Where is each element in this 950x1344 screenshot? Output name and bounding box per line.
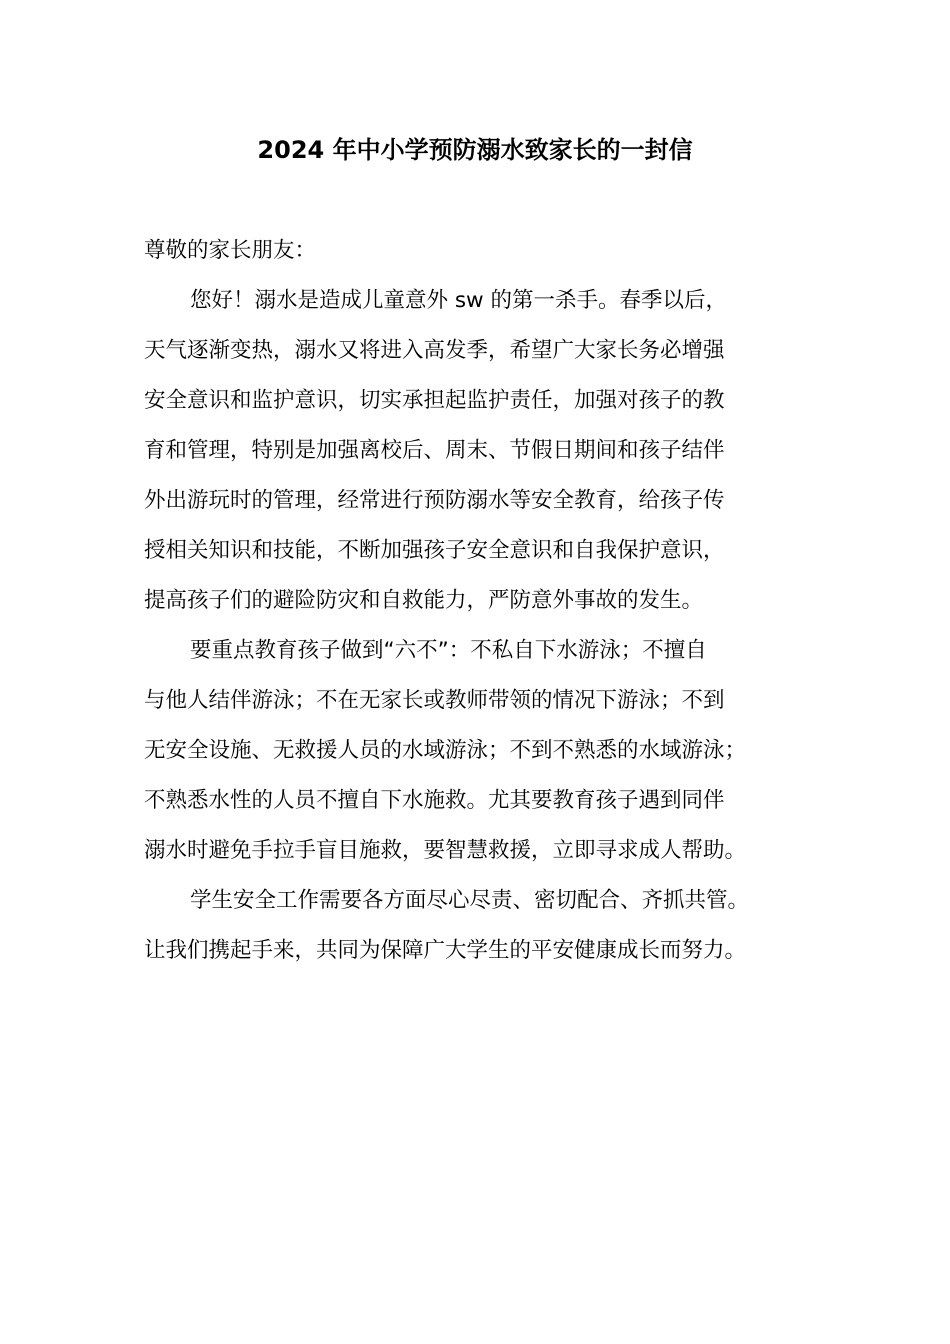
paragraph-1-line-7: 提高孩子们的避险防灾和自救能力，严防意外事故的发生。 — [144, 588, 704, 613]
document-title: 2024 年中小学预防溺水致家长的一封信 — [257, 136, 693, 164]
paragraph-1-line-1: 您好！溺水是造成儿童意外 sw 的第一杀手。春季以后， — [190, 288, 727, 313]
paragraph-1-line-5: 外出游玩时的管理，经常进行预防溺水等安全教育，给孩子传 — [144, 488, 725, 513]
letter-body — [144, 226, 824, 976]
salutation: 尊敬的家长朋友： — [144, 238, 317, 263]
paragraph-3-line-1: 学生安全工作需要各方面尽心尽责、密切配合、齐抓共管。 — [190, 888, 750, 913]
paragraph-2-line-2: 与他人结伴游泳；不在无家长或教师带领的情况下游泳；不到 — [144, 688, 725, 713]
paragraph-1-line-2: 天气逐渐变热，溺水又将进入高发季，希望广大家长务必增强 — [144, 338, 725, 363]
paragraph-1-line-3: 安全意识和监护意识，切实承担起监护责任，加强对孩子的教 — [144, 388, 725, 413]
paragraph-2-line-4: 不熟悉水性的人员不擅自下水施救。尤其要教育孩子遇到同伴 — [144, 788, 725, 813]
paragraph-2-line-3: 无安全设施、无救援人员的水域游泳；不到不熟悉的水域游泳； — [144, 738, 747, 763]
paragraph-1-line-4: 育和管理，特别是加强离校后、周末、节假日期间和孩子结伴 — [144, 438, 725, 463]
paragraph-2-line-5: 溺水时避免手拉手盲目施救，要智慧救援，立即寻求成人帮助。 — [144, 838, 747, 863]
paragraph-2-line-1: 要重点教育孩子做到“六不”：不私自下水游泳；不擅自 — [190, 638, 707, 663]
paragraph-3-line-2: 让我们携起手来，共同为保障广大学生的平安健康成长而努力。 — [144, 938, 747, 963]
paragraph-1-line-6: 授相关知识和技能，不断加强孩子安全意识和自我保护意识， — [144, 538, 725, 563]
